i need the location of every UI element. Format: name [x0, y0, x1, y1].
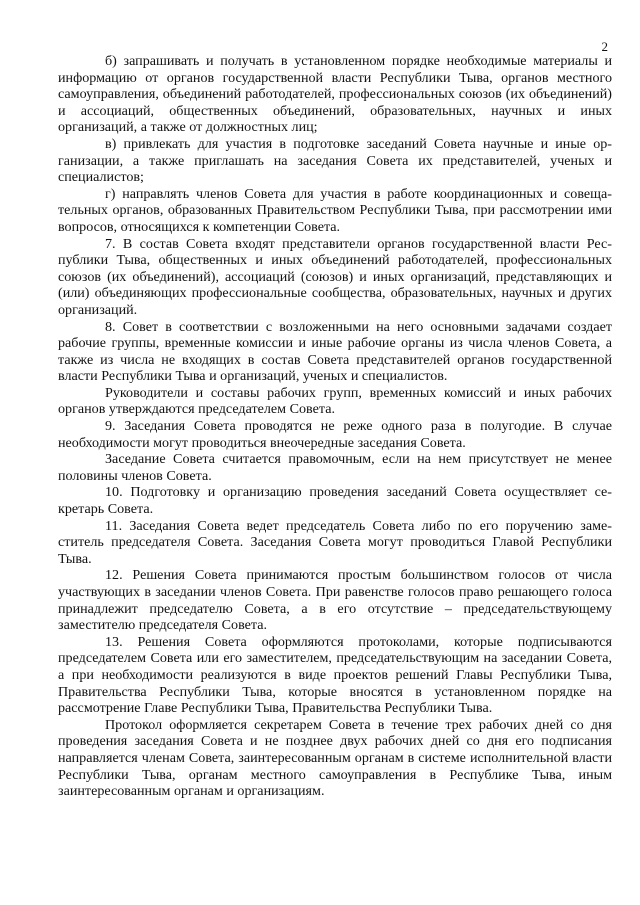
- paragraph-quorum: Заседание Совета считается правомочным, если на нем присутствует не менее половины членов Совета.: [58, 451, 612, 484]
- paragraph-7-council-composition: 7. В состав Совета входят представители органов государственной власти Республики Тыва, общественных и иных объединений работодателей, профессиональных союзов (их объединений), ассоциаций (союзов) и иных организаций, представляющих и (или) объединяющих профессиональные сообщества, образовательных, научных и других организаций.: [58, 235, 612, 318]
- paragraph-11-chairman: 11. Заседания Совета ведет председатель Совета либо по его поручению заместитель председателя Совета. Заседания Совета могут проводиться Главой Республики Тыва.: [58, 517, 612, 567]
- paragraph-working-group-leaders: Руководители и составы рабочих групп, временных комиссий и иных рабочих органов утверждаются председателем Совета.: [58, 384, 612, 418]
- paragraph-v-invite-organizations: в) привлекать для участия в подготовке заседаний Совета научные и иные организации, а также приглашать на заседания Совета их представителей, ученых и специалистов;: [58, 135, 612, 186]
- paragraph-8-working-groups: 8. Совет в соответствии с возложенными на него основными задачами создает рабочие группы, временные комиссии и иные рабочие органы из числа членов Совета, а также из числа не входящих в состав Совета представителей органов государственной власти Республики Тыва и организаций, ученых и специалистов.: [58, 318, 612, 385]
- paragraph-g-send-members: г) направлять членов Совета для участия в работе координационных и совещательных органов, образованных Правительством Республики Тыва, при рассмотрении ими вопросов, относящихся к компетенции Совета.: [58, 185, 612, 235]
- paragraph-12-voting: 12. Решения Совета принимаются простым большинством голосов от числа участвующих в заседании членов Совета. При равенстве голосов право решающего голоса принадлежит председателю Совета, а в его отсутствие – председательствующему заместителю председателя Совета.: [58, 567, 612, 634]
- document-body: [58, 53, 612, 800]
- paragraph-protocol-distribution: Протокол оформляется секретарем Совета в течение трех рабочих дней со дня проведения заседания Совета и не позднее двух рабочих дней со дня его подписания направляется членам Совета, заинтересованным органам в системе исполнительной власти Республики Тыва, органам местного самоуправления в Республике Тыва, иным заинтересованным органам и организациям.: [58, 716, 612, 800]
- paragraph-b-request-materials: б) запрашивать и получать в установленном порядке необходимые материалы и информацию от органов государственной власти Республики Тыва, органов местного самоуправления, объединений работодателей, профессиональных союзов (их объединений) и ассоциаций, общественных объединений, образовательных, научных и иных организаций, а также от должностных лиц;: [58, 53, 612, 136]
- paragraph-9-meeting-frequency: 9. Заседания Совета проводятся не реже одного раза в полугодие. В случае необходимости могут проводиться внеочередные заседания Совета.: [58, 418, 612, 451]
- paragraph-10-secretary: 10. Подготовку и организацию проведения заседаний Совета осуществляет секретарь Совета.: [58, 484, 612, 518]
- page-number: 2: [601, 39, 608, 54]
- paragraph-13-protocols: 13. Решения Совета оформляются протоколами, которые подписываются председателем Совета или его заместителем, председательствующим на заседании Совета, а при необходимости реализуются в виде проектов решений Главы Республики Тыва, Правительства Республики Тыва, которые вносятся в установленном порядке на рассмотрение Главе Республики Тыва, Правительства Республики Тыва.: [58, 633, 612, 717]
